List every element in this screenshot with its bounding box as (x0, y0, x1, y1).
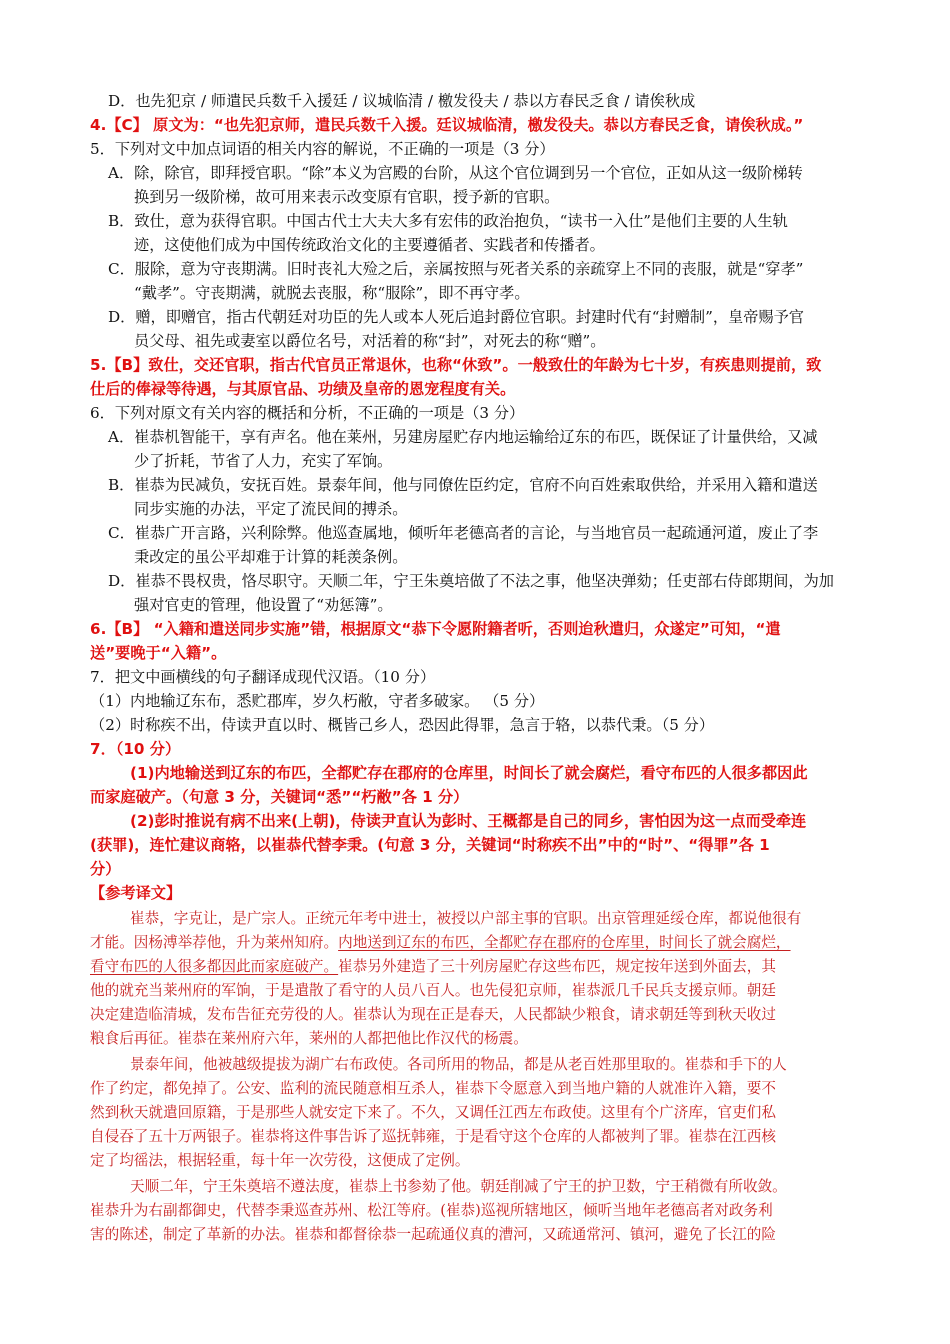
line-text: 强对官吏的管理，他设置了“劝惩簿”。 (134, 596, 393, 614)
translation-line (90, 1224, 776, 1246)
line-text: 迹，这使他们成为中国传统政治文化的主要遵循者、实践者和传播者。 (134, 236, 605, 254)
translation-line (130, 1054, 787, 1076)
line-text: 决定建造临清城，发布告征充劳役的人。崔恭认为现在正是春天，人民都缺少粮食，请求朝廷等到秋天收过 (90, 1006, 776, 1023)
line-text: 7．（10 分） (90, 740, 181, 758)
line-text: (获罪)，连忙建议商辂，以崔恭代替李秉。(句意 3 分，关键词“时称疾不出”中的“时”、“得罪”各 1 (90, 836, 770, 854)
line-text: 7．把文中画横线的句子翻译成现代汉语。（10 分） (90, 668, 436, 686)
text-line (134, 498, 407, 520)
line-text: C．服除，意为守丧期满。旧时丧礼大殓之后，亲属按照与死者关系的亲疏穿上不同的丧服，就是“穿孝” (108, 260, 804, 278)
text-line (108, 474, 818, 496)
answer-line (90, 354, 821, 376)
line-text: 害的陈述，制定了革新的办法。崔恭和都督徐恭一起疏通仪真的漕河，又疏通常河、镇河，避免了长江的险 (90, 1226, 776, 1243)
answer-line (90, 882, 181, 904)
text-line (134, 282, 530, 304)
line-text: D．赠，即赠官，指古代朝廷对功臣的先人或本人死后追封爵位官职。封建时代有“封赠制”，皇帝赐予官 (108, 308, 804, 326)
line-text: (2)彭时推说有病不出来(上朝)，侍读尹直认为彭时、王概都是自己的同乡，害怕因为这一点而受牵连 (130, 812, 807, 830)
line-text: 6.【B】 “入籍和遣送同步实施”错，根据原文“恭下令愿附籍者听，否则迨秋遣归，众遂定”可知，“遣 (90, 620, 781, 638)
translation-line (90, 932, 791, 954)
line-text: 定了均徭法，根据轻重，每十年一次劳役，这便成了定例。 (90, 1152, 470, 1169)
translation-line (90, 1102, 776, 1124)
answer-line (90, 642, 226, 664)
line-text: 送”要晚于“入籍”。 (90, 644, 227, 662)
text-line (134, 594, 393, 616)
text-line (108, 522, 818, 544)
text-line (108, 426, 818, 448)
translation-line (90, 1200, 773, 1222)
line-text: 同步实施的办法，平定了流民间的搏杀。 (134, 500, 408, 518)
line-text: D．也先犯京 / 师遣民兵数千入援廷 / 议城临清 / 檄发役夫 / 恭以方春民乏食 / 请俟秋成 (108, 92, 696, 110)
underlined-translation: 内地送到辽东的布匹，全都贮存在郡府的仓库里，时间长了就会腐烂， (338, 934, 791, 951)
line-text: 员父母、祖先或妻室以爵位名号，对活着的称“封”，对死去的称“赠”。 (134, 332, 606, 350)
line-text: 他的就充当莱州府的军饷，于是遣散了看守的人员八百人。也先侵犯京师，崔恭派几千民兵支援京师。朝廷 (90, 982, 776, 999)
answer-line (130, 810, 806, 832)
text-line (134, 546, 407, 568)
line-text: 作了约定，都免掉了。公安、监利的流民随意相互杀人，崔恭下令愿意入到当地户籍的人就准许入籍，要不 (90, 1080, 776, 1097)
text-line (90, 402, 524, 424)
text-line (134, 330, 606, 352)
translation-line (130, 1176, 787, 1198)
line-text: （1）内地输辽东布，悉贮郡库，岁久朽敝，守者多破家。 （5 分） (90, 692, 545, 710)
text-line (90, 690, 544, 712)
text-line (108, 258, 803, 280)
text-line (90, 666, 435, 688)
line-text: 6．下列对原文有关内容的概括和分析，不正确的一项是（3 分） (90, 404, 525, 422)
answer-line (90, 834, 770, 856)
line-text: 而家庭破产。（句意 3 分，关键词“悉”“朽敝”各 1 分） (90, 788, 469, 806)
translation-line (130, 908, 801, 930)
text-line (134, 450, 392, 472)
translation-line (90, 1126, 776, 1148)
line-text: 崔恭，字克让，是广宗人。正统元年考中进士，被授以户部主事的官职。出京管理延绥仓库，都说他很有 (130, 910, 802, 927)
answer-line (90, 618, 781, 640)
line-text: 少了折耗，节省了人力，充实了军饷。 (134, 452, 393, 470)
text-line (90, 138, 555, 160)
line-text: 崔恭升为右副都御史，代替李秉巡查苏州、松江等府。(崔恭)巡视所辖地区，倾听当地年老德高者对政务利 (90, 1202, 773, 1219)
line-text: 天顺二年，宁王朱奠培不遵法度，崔恭上书参劾了他。朝廷削减了宁王的护卫数，宁王稍微有所收敛。 (130, 1178, 787, 1195)
answer-line (130, 762, 808, 784)
line-text: B．崔恭为民减负，安抚百姓。景泰年间，他与同僚佐臣约定，官府不向百姓索取供给，并采用入籍和遣送 (108, 476, 818, 494)
line-text: 粮食后再征。崔恭在莱州府六年，莱州的人都把他比作汉代的杨震。 (90, 1030, 528, 1047)
line-text: A．崔恭机智能干，享有声名。他在莱州，另建房屋贮存内地运输给辽东的布匹，既保证了计量供给，又减 (108, 428, 818, 446)
line-text: 换到另一级阶梯，故可用来表示改变原有官职，授予新的官职。 (134, 188, 560, 206)
text-line (90, 714, 714, 736)
line-text: 自侵吞了五十万两银子。崔恭将这件事告诉了巡抚韩雍，于是看守这个仓库的人都被判了罪。崔恭在江西核 (90, 1128, 776, 1145)
answer-line (90, 114, 803, 136)
translation-line (90, 956, 776, 978)
text-line (108, 90, 695, 112)
translation-line (90, 1004, 776, 1026)
text-line (108, 570, 834, 592)
line-text-tail: 崔恭另外建造了三十列房屋贮存这些布匹，规定按年送到外面去，其 (338, 958, 776, 975)
text-line (108, 210, 788, 232)
line-text: 才能。因杨溥举荐他，升为莱州知府。 (90, 934, 339, 951)
line-text: 仕后的俸禄等待遇，与其原官品、功绩及皇帝的恩宠程度有关。 (90, 380, 516, 398)
line-text: 5．下列对文中加点词语的相关内容的解说，不正确的一项是（3 分） (90, 140, 555, 158)
line-text: (1)内地输送到辽东的布匹，全都贮存在郡府的仓库里，时间长了就会腐烂，看守布匹的人很多都因此 (130, 764, 808, 782)
line-text: D．崔恭不畏权贵，恪尽职守。天顺二年，宁王朱奠培做了不法之事，他坚决弹劾；任吏部右侍郎期间，为加 (108, 572, 834, 590)
translation-line (90, 1150, 469, 1172)
translation-line (90, 1028, 528, 1050)
line-text: 分） (90, 860, 121, 878)
line-text: A．除，除官，即拜授官职。“除”本义为宫殿的台阶，从这个官位调到另一个官位，正如从这一级阶梯转 (108, 164, 803, 182)
translation-line (90, 980, 776, 1002)
line-text: 【参考译文】 (90, 884, 182, 902)
underlined-translation: 看守布匹的人很多都因此而家庭破产。 (90, 958, 339, 975)
text-line (108, 162, 803, 184)
line-text: 5.【B】致仕，交还官职，指古代官员正常退休，也称“休致”。一般致仕的年龄为七十岁，有疾患则提前，致 (90, 356, 822, 374)
line-text: B．致仕，意为获得官职。中国古代士大夫大多有宏伟的政治抱负，“读书一入仕”是他们主要的人生轨 (108, 212, 788, 230)
line-text: C．崔恭广开言路，兴利除弊。他巡查属地，倾听年老德高者的言论，与当地官员一起疏通河道，废止了李 (108, 524, 819, 542)
text-line (134, 234, 605, 256)
line-text: 4.【C】 原文为：“也先犯京师，遣民兵数千入援。廷议城临清，檄发役夫。恭以方春民乏食，请俟秋成。” (90, 116, 804, 134)
answer-line (90, 858, 120, 880)
answer-line (90, 738, 180, 760)
answer-line (90, 786, 468, 808)
text-line (134, 186, 559, 208)
text-line (108, 306, 804, 328)
translation-line (90, 1078, 776, 1100)
line-text: 景泰年间，他被越级提拔为湖广右布政使。各司所用的物品，都是从老百姓那里取的。崔恭和手下的人 (130, 1056, 787, 1073)
line-text: “戴孝”。守丧期满，就脱去丧服，称“服除”，即不再守孝。 (134, 284, 530, 302)
line-text: （2）时称疾不出，侍读尹直以时、概皆己乡人，恐因此得罪，急言于辂，以恭代秉。（5 分） (90, 716, 715, 734)
line-text: 然到秋天就遣回原籍，于是那些人就安定下来了。不久，又调任江西左布政使。这里有个广济库，官吏们私 (90, 1104, 776, 1121)
line-text: 秉改定的虽公平却难于计算的耗羡条例。 (134, 548, 408, 566)
answer-line (90, 378, 515, 400)
